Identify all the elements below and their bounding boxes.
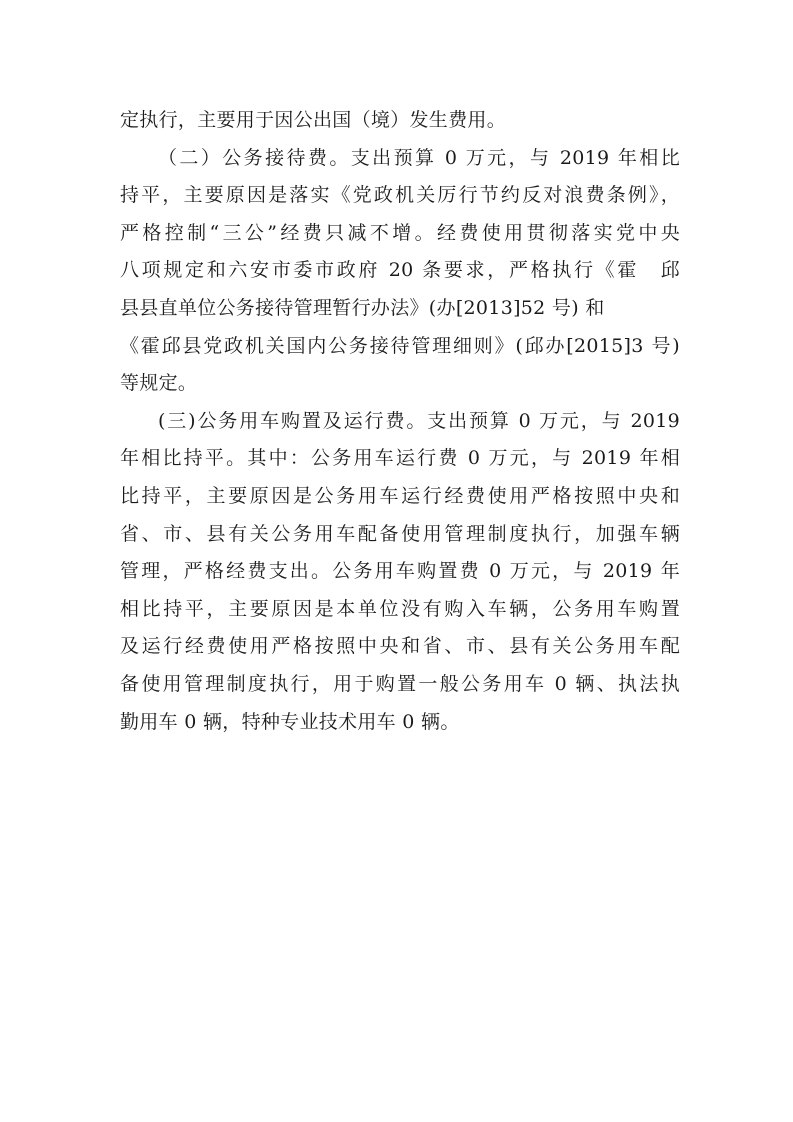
paragraph-line: 及运行经费使用严格按照中央和省、市、县有关公务用车配: [120, 635, 680, 658]
paragraph-line: 省、市、县有关公务用车配备使用管理制度执行，加强车辆: [120, 522, 680, 545]
paragraph-line: 八项规定和六安市委市政府 20 条要求，严格执行《霍 邱: [120, 259, 680, 282]
paragraph-line: 勤用车 0 辆，特种专业技术用车 0 辆。: [120, 710, 460, 733]
paragraph-line: 比持平，主要原因是公务用车运行经费使用严格按照中央和: [120, 484, 680, 507]
paragraph-line: 县县直单位公务接待管理暂行办法》(办[2013]52 号) 和: [120, 296, 605, 319]
paragraph-line: 管理，严格经费支出。公务用车购置费 0 万元，与 2019 年: [120, 560, 680, 583]
paragraph-line: 年相比持平。其中：公务用车运行费 0 万元，与 2019 年相: [120, 447, 680, 470]
paragraph-line: 备使用管理制度执行，用于购置一般公务用车 0 辆、执法执: [120, 672, 680, 695]
paragraph-line: （二）公务接待费。支出预算 0 万元，与 2019 年相比: [158, 146, 680, 169]
paragraph-line: 《霍邱县党政机关国内公务接待管理细则》(邱办[2015]3 号): [120, 334, 680, 357]
paragraph-line: 持平，主要原因是落实《党政机关厉行节约反对浪费条例》，: [120, 184, 680, 207]
paragraph-line: 等规定。: [120, 372, 198, 395]
paragraph-line: 定执行，主要用于因公出国（境）发生费用。: [120, 109, 507, 131]
paragraph-line: (三)公务用车购置及运行费。支出预算 0 万元，与 2019: [158, 409, 680, 432]
paragraph-line: 严格控制“三公”经费只减不增。经费使用贯彻落实党中央: [120, 221, 680, 244]
paragraph-line: 相比持平，主要原因是本单位没有购入车辆，公务用车购置: [120, 597, 680, 620]
document-page: [120, 102, 680, 741]
